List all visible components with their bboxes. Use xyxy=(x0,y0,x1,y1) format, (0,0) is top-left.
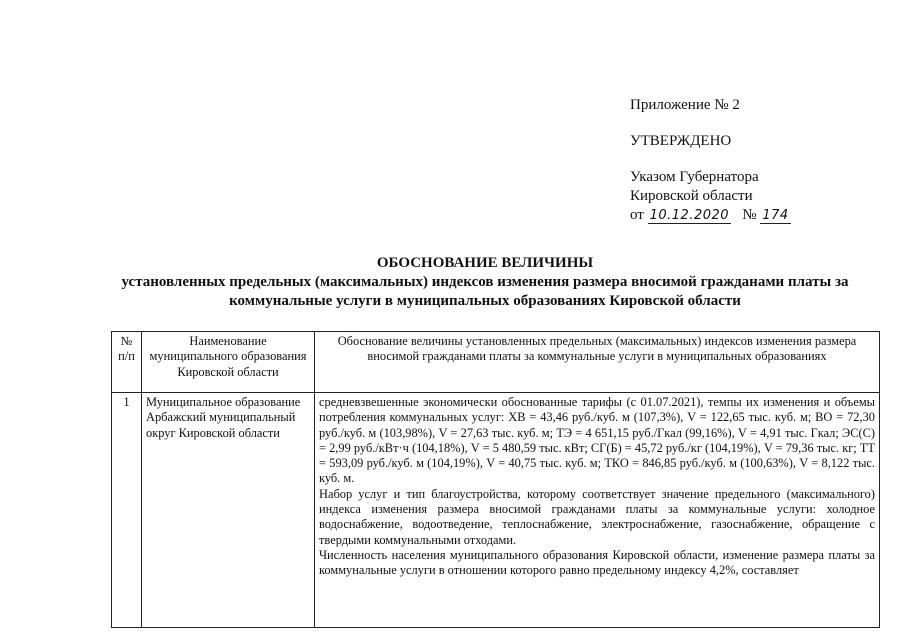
document-title: ОБОСНОВАНИЕ ВЕЛИЧИНЫ xyxy=(376,255,594,271)
number-label: № xyxy=(742,207,757,223)
document-subtitle: установленных предельных (максимальных) индексов изменения размера вносимой гражданами платы за коммунальные услуги в муниципальных образованиях Кировской области xyxy=(121,274,849,309)
approved-label: УТВЕРЖДЕНО xyxy=(630,133,732,149)
decree-line-2: Кировской области xyxy=(630,188,753,204)
appendix-label: Приложение № 2 xyxy=(630,97,740,113)
decree-date: 10.12.2020 xyxy=(649,208,730,223)
decree-number: 174 xyxy=(762,208,789,223)
justification-table xyxy=(111,331,880,628)
from-label: от xyxy=(630,207,644,223)
header-municipality: Наименование муниципального образования Кировской области xyxy=(142,332,315,393)
header-num: № п/п xyxy=(112,332,142,393)
approval-block xyxy=(630,96,890,225)
table-row xyxy=(112,393,880,628)
decree-date-line xyxy=(630,206,890,225)
header-justification: Обоснование величины установленных предельных (максимальных) индексов изменения размера вносимой гражданами платы за коммунальные услуги в муниципальных образованиях xyxy=(315,332,880,393)
table-header-row xyxy=(112,332,880,393)
row-num: 1 xyxy=(112,393,142,628)
row-municipality: Муниципальное образование Арбажский муниципальный округ Кировской области xyxy=(142,393,315,628)
decree-line-1: Указом Губернатора xyxy=(630,169,759,185)
justification-population: Численность населения муниципального образования Кировской области, изменение размера платы за коммунальные услуги в отношении которого равно предельному индексу 4,2%, составляет xyxy=(319,547,875,578)
justification-services: Набор услуг и тип благоустройства, которому соответствует значение предельного (максимального) индекса изменения размера вносимой гражданами платы за коммунальные услуги: холодное водоснабжение, водоотведение, теплоснабжение, электроснабжение, газоснабжение, обращение с твердыми коммунальными отходами. xyxy=(319,486,875,547)
justification-tariffs: средневзвешенные экономически обоснованные тарифы (с 01.07.2021), темпы их изменения и объемы потребления коммунальных услуг: ХВ = 43,46 руб./куб. м (107,3%), V = 122,65 тыс. куб. м; ВО = 72,30 руб./куб. м (103,98%), V = 27,63 тыс. куб. м; ТЭ = 4 651,15 руб./Гкал (99,16%), V = 4,91 тыс. Гкал; ЭС(С) = 2,99 руб./кВт·ч (104,18%), V = 5 480,59 тыс. кВт; СГ(Б) = 45,72 руб./кг (104,19%), V = 79,36 тыс. кг; ТТ = 593,09 руб./куб. м (104,19%), V = 40,75 тыс. куб. м; ТКО = 846,85 руб./куб. м (100,63%), V = 8,122 тыс. куб. м. xyxy=(319,395,875,486)
row-justification xyxy=(315,393,880,628)
